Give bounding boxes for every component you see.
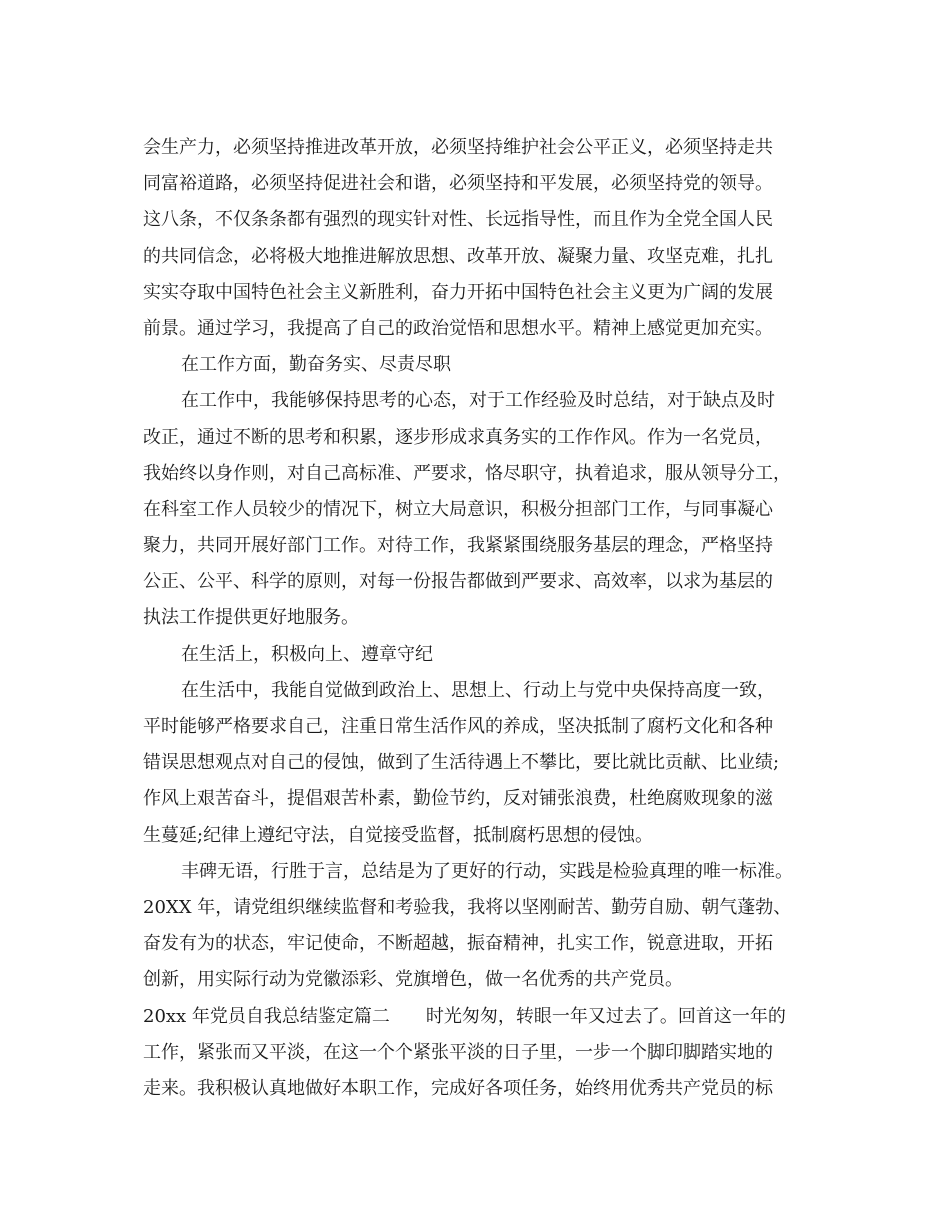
paragraph-line: 20xx 年党员自我总结鉴定篇二 时光匆匆，转眼一年又过去了。回首这一年的: [143, 1005, 786, 1027]
paragraph-line: 创新，用实际行动为党徽添彩、党旗增色，做一名优秀的共产党员。: [143, 969, 683, 991]
paragraph-line: 公正、公平、科学的原则，对每一份报告都做到严要求、高效率，以求为基层的: [143, 571, 773, 593]
paragraph-line: 执法工作提供更好地服务。: [143, 607, 359, 629]
paragraph-line: 工作，紧张而又平淡，在这一个个紧张平淡的日子里，一步一个脚印脚踏实地的: [143, 1041, 773, 1063]
paragraph-line: 改正，通过不断的思考和积累，逐步形成求真务实的工作作风。作为一名党员，: [143, 426, 773, 448]
paragraph-line: 平时能够严格要求自己，注重日常生活作风的养成，坚决抵制了腐朽文化和各种: [143, 716, 773, 737]
paragraph-line: 同富裕道路，必须坚持促进社会和谐，必须坚持和平发展，必须坚持党的领导。: [143, 173, 773, 195]
paragraph-line: 我始终以身作则，对自己高标准、严要求，恪尽职守，执着追求，服从领导分工，: [143, 462, 791, 484]
paragraph-line: 这八条，不仅条条都有强烈的现实针对性、长远指导性，而且作为全党全国人民: [143, 209, 773, 231]
body-text: [143, 130, 823, 1107]
paragraph-line: 作风上艰苦奋斗，提倡艰苦朴素，勤俭节约，反对铺张浪费，杜绝腐败现象的滋: [143, 788, 773, 810]
paragraph-line: 的共同信念，必将极大地推进解放思想、改革开放、凝聚力量、攻坚克难，扎扎: [143, 245, 773, 267]
paragraph-line: 奋发有为的状态，牢记使命，不断超越，振奋精神，扎实工作，锐意进取，开拓: [143, 933, 773, 955]
paragraph-line: 前景。通过学习，我提高了自己的政治觉悟和思想水平。精神上感觉更加充实。: [143, 317, 773, 339]
paragraph-line-indented: 在工作方面，勤奋务实、尽责尽职: [181, 354, 451, 376]
paragraph-line: 实实夺取中国特色社会主义新胜利，奋力开拓中国特色社会主义更为广阔的发展: [143, 281, 773, 303]
paragraph-line: 会生产力，必须坚持推进改革开放，必须坚持维护社会公平正义，必须坚持走共: [143, 137, 773, 158]
paragraph-line: 在科室工作人员较少的情况下，树立大局意识，积极分担部门工作，与同事凝心: [143, 498, 773, 520]
paragraph-line-indented: 丰碑无语，行胜于言，总结是为了更好的行动，实践是检验真理的唯一标准。: [181, 860, 793, 882]
paragraph-line: 错误思想观点对自己的侵蚀，做到了生活待遇上不攀比，要比就比贡献、比业绩;: [143, 752, 780, 774]
paragraph-line: 走来。我积极认真地做好本职工作，完成好各项任务，始终用优秀共产党员的标: [143, 1077, 773, 1099]
paragraph-line: 20XX 年，请党组织继续监督和考验我，我将以坚刚耐苦、勤劳自励、朝气蓬勃、: [143, 896, 792, 918]
paragraph-line-indented: 在工作中，我能够保持思考的心态，对于工作经验及时总结，对于缺点及时: [181, 390, 775, 412]
paragraph-line: 生蔓延;纪律上遵纪守法，自觉接受监督，抵制腐朽思想的侵蚀。: [143, 824, 654, 846]
paragraph-line-indented: 在生活上，积极向上、遵章守纪: [181, 643, 433, 665]
paragraph-line-indented: 在生活中，我能自觉做到政治上、思想上、行动上与党中央保持高度一致，: [181, 679, 775, 701]
paragraph-line: 聚力，共同开展好部门工作。对待工作，我紧紧围绕服务基层的理念，严格坚持: [143, 535, 773, 557]
